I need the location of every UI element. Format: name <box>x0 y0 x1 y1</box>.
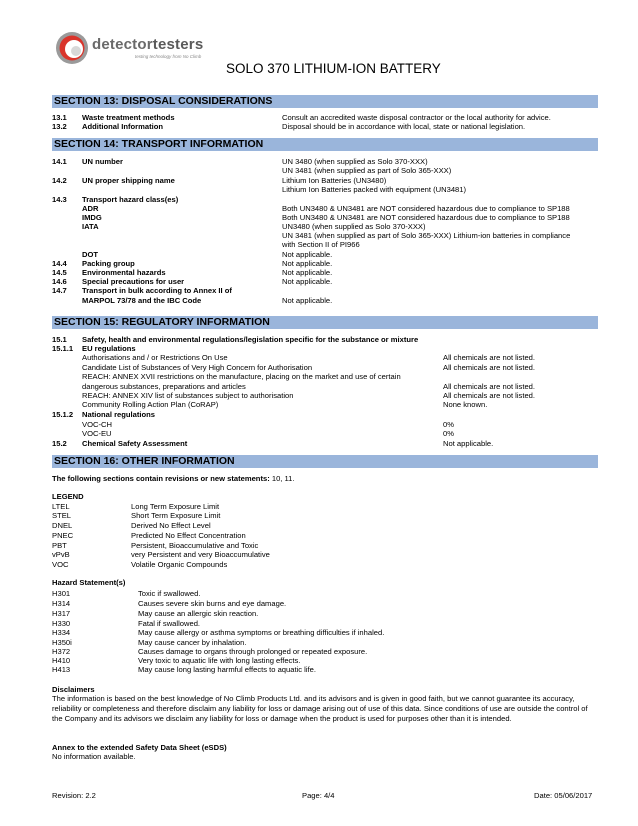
row-value: Lithium Ion Batteries (UN3480) <box>282 176 387 185</box>
row-number: 14.2 <box>52 176 67 185</box>
row-number: 13.2 <box>52 122 67 131</box>
revisions-note: The following sections contain revisions or new statements: 10, 11. <box>52 474 295 483</box>
row-label: EU regulations <box>82 344 136 353</box>
transport-mode-dot: DOT <box>82 250 99 259</box>
row-value: UN3480 (when supplied as Solo 370-XXX) <box>282 222 426 231</box>
list-item: Community Rolling Action Plan (CoRAP) <box>82 400 219 409</box>
list-item: VOC-CH <box>82 420 112 429</box>
list-item-value: None known. <box>443 400 488 409</box>
hazard-code: H410 <box>52 656 71 665</box>
hazard-text: May cause long lasting harmful effects to aquatic life. <box>138 665 316 674</box>
list-item: Candidate List of Substances of Very High Concern for Authorisation <box>82 363 313 372</box>
hazard-text: Very toxic to aquatic life with long lasting effects. <box>138 656 301 665</box>
row-value: Not applicable. <box>443 439 494 448</box>
hazard-code: H330 <box>52 619 71 628</box>
list-item: VOC-EU <box>82 429 112 438</box>
footer-date: Date: 05/06/2017 <box>534 791 593 800</box>
section-16-heading: SECTION 16: OTHER INFORMATION <box>52 455 598 468</box>
hazard-code: H301 <box>52 589 71 598</box>
section-13-heading: SECTION 13: DISPOSAL CONSIDERATIONS <box>52 95 598 108</box>
hazard-text: Causes damage to organs through prolonged or repeated exposure. <box>138 647 368 656</box>
transport-mode-iata: IATA <box>82 222 99 231</box>
hazard-code: H413 <box>52 665 71 674</box>
row-label: UN proper shipping name <box>82 176 175 185</box>
disclaimers-text: The information is based on the best knowledge of No Climb Products Ltd. and its advisors and is given in good faith, but we cannot guarantee its accuracy, reliability or completeness and therefore disclaim any liability for loss or damage arising out of use of this data. Since conditions of use are outside the control of the Company and its advisors we disclaim any liability for loss or damage when the product is used for purposes other than it is intended. <box>52 694 588 723</box>
row-value: Not applicable. <box>282 259 333 268</box>
row-label: Safety, health and environmental regulations/legislation specific for the substance or mixture <box>82 335 419 344</box>
row-number: 14.6 <box>52 277 67 286</box>
row-label: MARPOL 73/78 and the IBC Code <box>82 296 202 305</box>
legend-title: LEGEND <box>52 492 84 501</box>
list-item: REACH: ANNEX XVII restrictions on the manufacture, placing on the market and use of certain <box>82 372 401 381</box>
hazard-code: H350i <box>52 638 72 647</box>
row-number: 14.1 <box>52 157 67 166</box>
list-item: REACH: ANNEX XIV list of substances subject to authorisation <box>82 391 294 400</box>
transport-mode-imdg: IMDG <box>82 213 102 222</box>
hazard-text: Fatal if swallowed. <box>138 619 201 628</box>
legend-value: Persistent, Bioaccumulative and Toxic <box>131 541 259 550</box>
disclaimers-title: Disclaimers <box>52 685 95 694</box>
hazard-code: H314 <box>52 599 71 608</box>
legend-value: very Persistent and very Bioaccumulative <box>131 550 270 559</box>
hazard-code: H334 <box>52 628 71 637</box>
row-number: 14.5 <box>52 268 67 277</box>
row-value: Not applicable. <box>282 277 333 286</box>
legend-key: PBT <box>52 541 67 550</box>
row-value: UN 3481 (when supplied as part of Solo 365-XXX) <box>282 166 452 175</box>
list-item-value: All chemicals are not listed. <box>443 363 536 372</box>
list-item: dangerous substances, preparations and articles <box>82 382 246 391</box>
footer-revision: Revision: 2.2 <box>52 791 96 800</box>
legend-key: PNEC <box>52 531 74 540</box>
legend-value: Derived No Effect Level <box>131 521 211 530</box>
legend-value: Long Term Exposure Limit <box>131 502 220 511</box>
row-value: Lithium Ion Batteries packed with equipment (UN3481) <box>282 185 467 194</box>
annex-text: No information available. <box>52 752 136 761</box>
row-value: Disposal should be in accordance with local, state or national legislation. <box>282 122 526 131</box>
legend-key: vPvB <box>52 550 70 559</box>
row-value: UN 3480 (when supplied as Solo 370-XXX) <box>282 157 428 166</box>
row-label: Transport hazard class(es) <box>82 195 179 204</box>
legend-value: Predicted No Effect Concentration <box>131 531 246 540</box>
list-item-value: All chemicals are not listed. <box>443 391 536 400</box>
brand-name: detectortesters <box>92 36 204 53</box>
hazard-code: H372 <box>52 647 71 656</box>
row-label: Waste treatment methods <box>82 113 175 122</box>
row-number: 13.1 <box>52 113 67 122</box>
row-label: National regulations <box>82 410 155 419</box>
transport-mode-adr: ADR <box>82 204 99 213</box>
row-value: Not applicable. <box>282 268 333 277</box>
hazard-text: May cause cancer by inhalation. <box>138 638 247 647</box>
row-value: UN 3481 (when supplied as part of Solo 365-XXX) Lithium-ion batteries in compliance <box>282 231 571 240</box>
row-value: with Section II of PI966 <box>282 240 360 249</box>
hazard-text: May cause allergy or asthma symptoms or breathing difficulties if inhaled. <box>138 628 385 637</box>
brand-tagline: testing technology from No Climb <box>135 54 202 59</box>
hazard-text: Toxic if swallowed. <box>138 589 201 598</box>
list-item-value: 0% <box>443 429 454 438</box>
row-value: Not applicable. <box>282 296 333 305</box>
row-label: Special precautions for user <box>82 277 185 286</box>
hazard-code: H317 <box>52 609 71 618</box>
hazard-text: Causes severe skin burns and eye damage. <box>138 599 287 608</box>
row-value: Both UN3480 & UN3481 are NOT considered hazardous due to compliance to SP188 <box>282 213 570 222</box>
row-number: 15.2 <box>52 439 67 448</box>
legend-value: Short Term Exposure Limit <box>131 511 221 520</box>
hazard-text: May cause an allergic skin reaction. <box>138 609 259 618</box>
list-item-value: 0% <box>443 420 454 429</box>
row-number: 14.4 <box>52 259 67 268</box>
annex-title: Annex to the extended Safety Data Sheet (eSDS) <box>52 743 227 752</box>
row-number: 14.7 <box>52 286 67 295</box>
row-label: Additional Information <box>82 122 163 131</box>
footer-page-number: Page: 4/4 <box>302 791 335 800</box>
row-number: 14.3 <box>52 195 67 204</box>
list-item-value: All chemicals are not listed. <box>443 382 536 391</box>
section-15-heading: SECTION 15: REGULATORY INFORMATION <box>52 316 598 329</box>
row-number: 15.1 <box>52 335 67 344</box>
legend-key: LTEL <box>52 502 70 511</box>
legend-key: STEL <box>52 511 71 520</box>
hazard-title: Hazard Statement(s) <box>52 578 126 587</box>
legend-key: DNEL <box>52 521 73 530</box>
row-label: Packing group <box>82 259 135 268</box>
row-value: Consult an accredited waste disposal contractor or the local authority for advice. <box>282 113 551 122</box>
section-14-heading: SECTION 14: TRANSPORT INFORMATION <box>52 138 598 151</box>
document-title: SOLO 370 LITHIUM-ION BATTERY <box>226 61 441 76</box>
list-item-value: All chemicals are not listed. <box>443 353 536 362</box>
row-label: Transport in bulk according to Annex II of <box>82 286 232 295</box>
row-value: Not applicable. <box>282 250 333 259</box>
row-label: Environmental hazards <box>82 268 166 277</box>
legend-value: Volatile Organic Compounds <box>131 560 228 569</box>
row-number: 15.1.1 <box>52 344 74 353</box>
row-label: Chemical Safety Assessment <box>82 439 188 448</box>
row-label: UN number <box>82 157 123 166</box>
row-value: Both UN3480 & UN3481 are NOT considered hazardous due to compliance to SP188 <box>282 204 570 213</box>
list-item: Authorisations and / or Restrictions On Use <box>82 353 228 362</box>
row-number: 15.1.2 <box>52 410 74 419</box>
legend-key: VOC <box>52 560 69 569</box>
